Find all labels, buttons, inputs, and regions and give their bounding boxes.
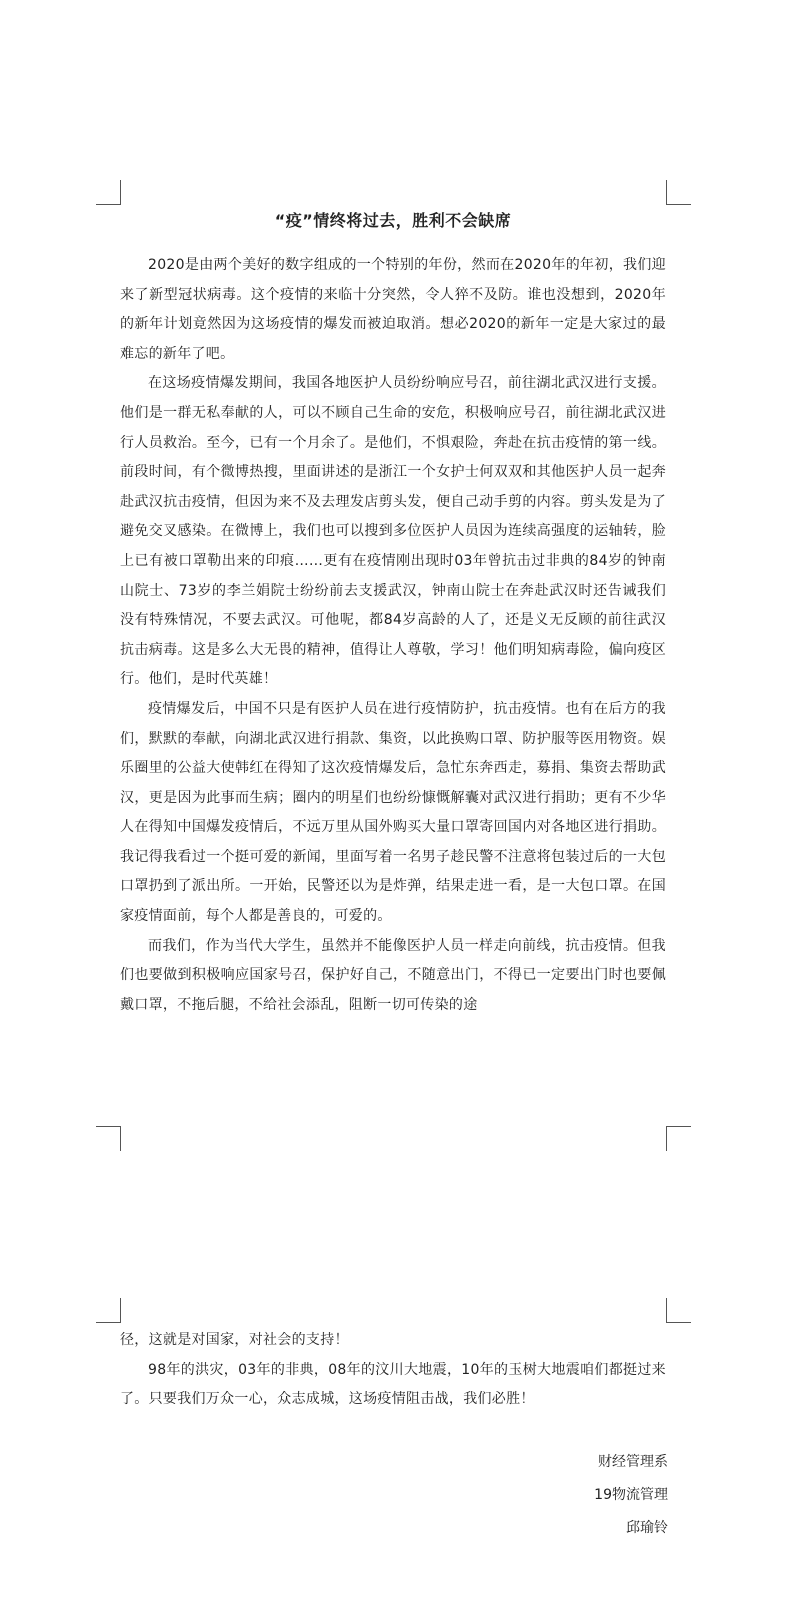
paragraph-continuation: 径，这就是对国家，对社会的支持！ (120, 1332, 349, 1348)
document-title: “疫”情终将过去，胜利不会缺席 (274, 211, 512, 230)
signature-department: 财经管理系 (598, 1454, 668, 1470)
paragraph-medical-staff: 在这场疫情爆发期间，我国各地医护人员纷纷响应号召，前往湖北武汉进行支援。他们是一群无私奉献的人，可以不顾自己生命的安危，积极响应号召，前往湖北武汉进行人员救治。至今，已有一个月余了。是他们，不惧艰险，奔赴在抗击疫情的第一线。前段时间，有个微博热搜，里面讲述的是浙江一个女护士何双双和其他医护人员一起奔赴武汉抗击疫情，但因为来不及去理发店剪头发，便自己动手剪的内容。剪头发是为了避免交叉感染。在微博上，我们也可以搜到多位医护人员因为连续高强度的运轴转，脸上已有被口罩勒出来的印痕……更有在疫情刚出现时03年曾抗击过非典的84岁的钟南山院士、73岁的李兰娟院士纷纷前去支援武汉，钟南山院士在奔赴武汉时还告诫我们没有特殊情况，不要去武汉。可他呢，都84岁高龄的人了，还是义无反顾的前往武汉抗击病毒。这是多么大无畏的精神，值得让人尊敬，学习！他们明知病毒险，偏向疫区行。他们，是时代英雄！ (120, 375, 666, 688)
signature-block (594, 1448, 668, 1547)
signature-author: 邱瑜铃 (626, 1520, 668, 1536)
page-two-body (120, 1326, 666, 1415)
crop-mark-bottom-left (96, 1126, 121, 1151)
paragraph-students: 而我们，作为当代大学生，虽然并不能像医护人员一样走向前线，抗击疫情。但我们也要做到积极响应国家号召，保护好自己，不随意出门，不得已一定要出门时也要佩戴口罩，不拖后腿，不给社会添乱，阻断一切可传染的途 (120, 937, 666, 1013)
crop-mark-page2-top-left (96, 1298, 121, 1323)
paragraph-conclusion: 98年的洪灾，03年的非典，08年的汶川大地震，10年的玉树大地震咱们都挺过来了。只要我们万众一心，众志成城，这场疫情阻击战，我们必胜！ (120, 1361, 666, 1408)
paragraph-donations: 疫情爆发后，中国不只是有医护人员在进行疫情防护，抗击疫情。也有在后方的我们，默默的奉献，向湖北武汉进行捐款、集资，以此换购口罩、防护服等医用物资。娱乐圈里的公益大使韩红在得知了这次疫情爆发后，急忙东奔西走，募捐、集资去帮助武汉，更是因为此事而生病；圈内的明星们也纷纷慷慨解囊对武汉进行捐助；更有不少华人在得知中国爆发疫情后，不远万里从国外购买大量口罩寄回国内对各地区进行捐助。我记得我看过一个挺可爱的新闻，里面写着一名男子趁民警不注意将包装过后的一大包口罩扔到了派出所。一开始，民警还以为是炸弹，结果走进一看，是一大包口罩。在国家疫情面前，每个人都是善良的，可爱的。 (120, 700, 666, 925)
crop-mark-page2-top-right (666, 1298, 691, 1323)
paragraph-intro: 2020是由两个美好的数字组成的一个特别的年份，然而在2020年的年初，我们迎来了新型冠状病毒。这个疫情的来临十分突然，令人猝不及防。谁也没想到，2020年的新年计划竟然因为这场疫情的爆发而被迫取消。想必2020的新年一定是大家过的最难忘的新年了吧。 (120, 257, 666, 362)
crop-mark-top-left (96, 180, 121, 205)
signature-class: 19物流管理 (594, 1487, 668, 1503)
page-one-body (120, 208, 666, 1020)
crop-mark-top-right (666, 180, 691, 205)
crop-mark-bottom-right (666, 1126, 691, 1151)
